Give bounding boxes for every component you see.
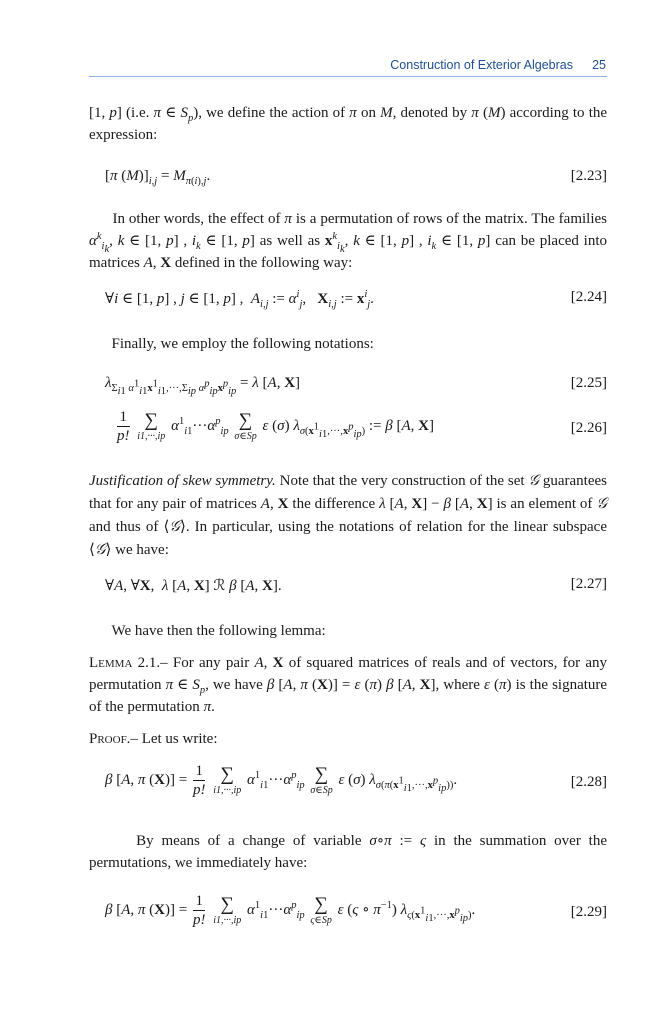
equation-tag-2-25: [2.25]: [570, 375, 607, 391]
paragraph-3: Finally, we employ the following notations:: [111, 336, 374, 352]
paragraph-2: In other words, the effect of π is a permutation of rows of the matrix. The families $\alpha^k_{i_k}$, k ∈ [1, p] , $i_k$ ∈ [1, p] as well as $x^k_{i_k}$, k ∈ [1, p] , $i_k$ ∈ [1, p] can be placed into matrices A, X defined in the following way:: [89, 211, 607, 271]
paragraph-6: By means of a change of variable σ∘π := ς in the summation over the permutations, we immediately have:: [89, 833, 608, 871]
running-title: Construction of Exterior Algebras: [390, 58, 573, 72]
equation-tag-2-23: [2.23]: [570, 168, 607, 184]
equation-2-27: ∀A, ∀X, λ [A, X] ℛ β [A, X]. [2.27]: [105, 576, 607, 594]
paragraph-5: We have then the following lemma:: [111, 623, 326, 639]
equation-tag-2-29: [2.29]: [570, 904, 607, 920]
proof-intro: Proof.– Let us write:: [89, 731, 218, 747]
equation-2-29: β [A, π (X)] = $\frac{1}{p!}$ ∑ i1,···,ip $\alpha^1_{i1}\cdot\cdot\cdot\alpha^p_{ip}$ ∑ ς∈Sp ε (ς ∘ $\pi^{-1}$) $\lambda_{\varsigma(x^1_{i1},\cdot\cdot\cdot,x^p_{ip})}$. [2.29]: [105, 893, 607, 928]
sum-symbol: ∑ i1,···,ip: [137, 410, 166, 442]
paragraph-4: Justification of skew symmetry. Note that the very construction of the set 𝒢 guarantees that for any pair of matrices A, X the difference λ [A, X] − β [A, X] is an element of 𝒢 and thus of ⟨𝒢⟩. In particular, using the notations of relation for the linear subspace ⟨𝒢⟩ we have:: [89, 471, 608, 558]
equation-2-26: $\frac{1}{p!}$ ∑ i1,···,ip $\alpha^1_{i1}\cdot\cdot\cdot\alpha^p_{ip}$ ∑ σ∈Sp ε (σ) $\lambda_{\sigma(x^1_{i1},\cdot\cdot\cdot,x^p_{ip})}$ := β [A, X] [2.26]: [117, 409, 607, 444]
sum-symbol: ∑ i1,···,ip: [213, 894, 242, 926]
equation-tag-2-27: [2.27]: [570, 576, 607, 592]
justification-heading: Justification of skew symmetry.: [89, 473, 276, 489]
sum-symbol: ∑ σ∈Sp: [310, 764, 333, 796]
fraction-one-over-p-factorial: $\frac{1}{p!}$: [192, 763, 206, 798]
sum-symbol: ∑ σ∈Sp: [234, 410, 257, 442]
sum-symbol: ∑ i1,···,ip: [213, 764, 242, 796]
page-number: 25: [592, 58, 606, 72]
lemma-heading: Lemma 2.1.–: [89, 655, 168, 671]
equation-2-23: [π $(M)]_{i,j} = M_{\pi(i),j}$. [2.23]: [105, 168, 607, 187]
equation-2-25: $\lambda_{\Sigma_{i1} \alpha^1_{i1}x^1_{i1},\cdot\cdot\cdot,\Sigma_{ip} \alpha^p_{ip}x^p_{ip}} = \lambda$ [A, X] [2.25]: [105, 375, 607, 398]
equation-tag-2-26: [2.26]: [570, 420, 607, 436]
fraction-one-over-p-factorial: $\frac{1}{p!}$: [117, 409, 130, 444]
sum-symbol: ∑ ς∈Sp: [310, 894, 332, 926]
proof-heading: Proof.–: [89, 731, 138, 747]
fraction-one-over-p-factorial: $\frac{1}{p!}$: [192, 893, 206, 928]
equation-2-24: ∀i ∈ [1, p] , j ∈ [1, p] , $A_{i,j}$ := $\alpha^i_j$, $X_{i,j}$ := $x^i_j$. [2.24]: [105, 289, 607, 310]
lemma-2-1: Lemma 2.1.– For any pair A, X of squared matrices of reals and of vectors, for any permutation π ∈ $S_p$, we have β [A, π (X)] = ε (π) β [A, X], where ε (π) is the signature of the permutation π.: [89, 655, 608, 715]
running-header: [89, 56, 607, 77]
equation-tag-2-24: [2.24]: [570, 289, 607, 305]
equation-2-28: β [A, π (X)] = $\frac{1}{p!}$ ∑ i1,···,ip $\alpha^1_{i1}\cdot\cdot\cdot\alpha^p_{ip}$ ∑ σ∈Sp ε (σ) $\lambda_{\sigma(\pi(x^1_{i1},\cdot\cdot\cdot,x^p_{ip}))}$. [2.28]: [105, 763, 607, 798]
paragraph-1: [1, p] (i.e. π ∈ $S_p$), we define the action of π on M, denoted by π (M) according to the expression:: [89, 105, 608, 143]
equation-tag-2-28: [2.28]: [570, 774, 607, 790]
